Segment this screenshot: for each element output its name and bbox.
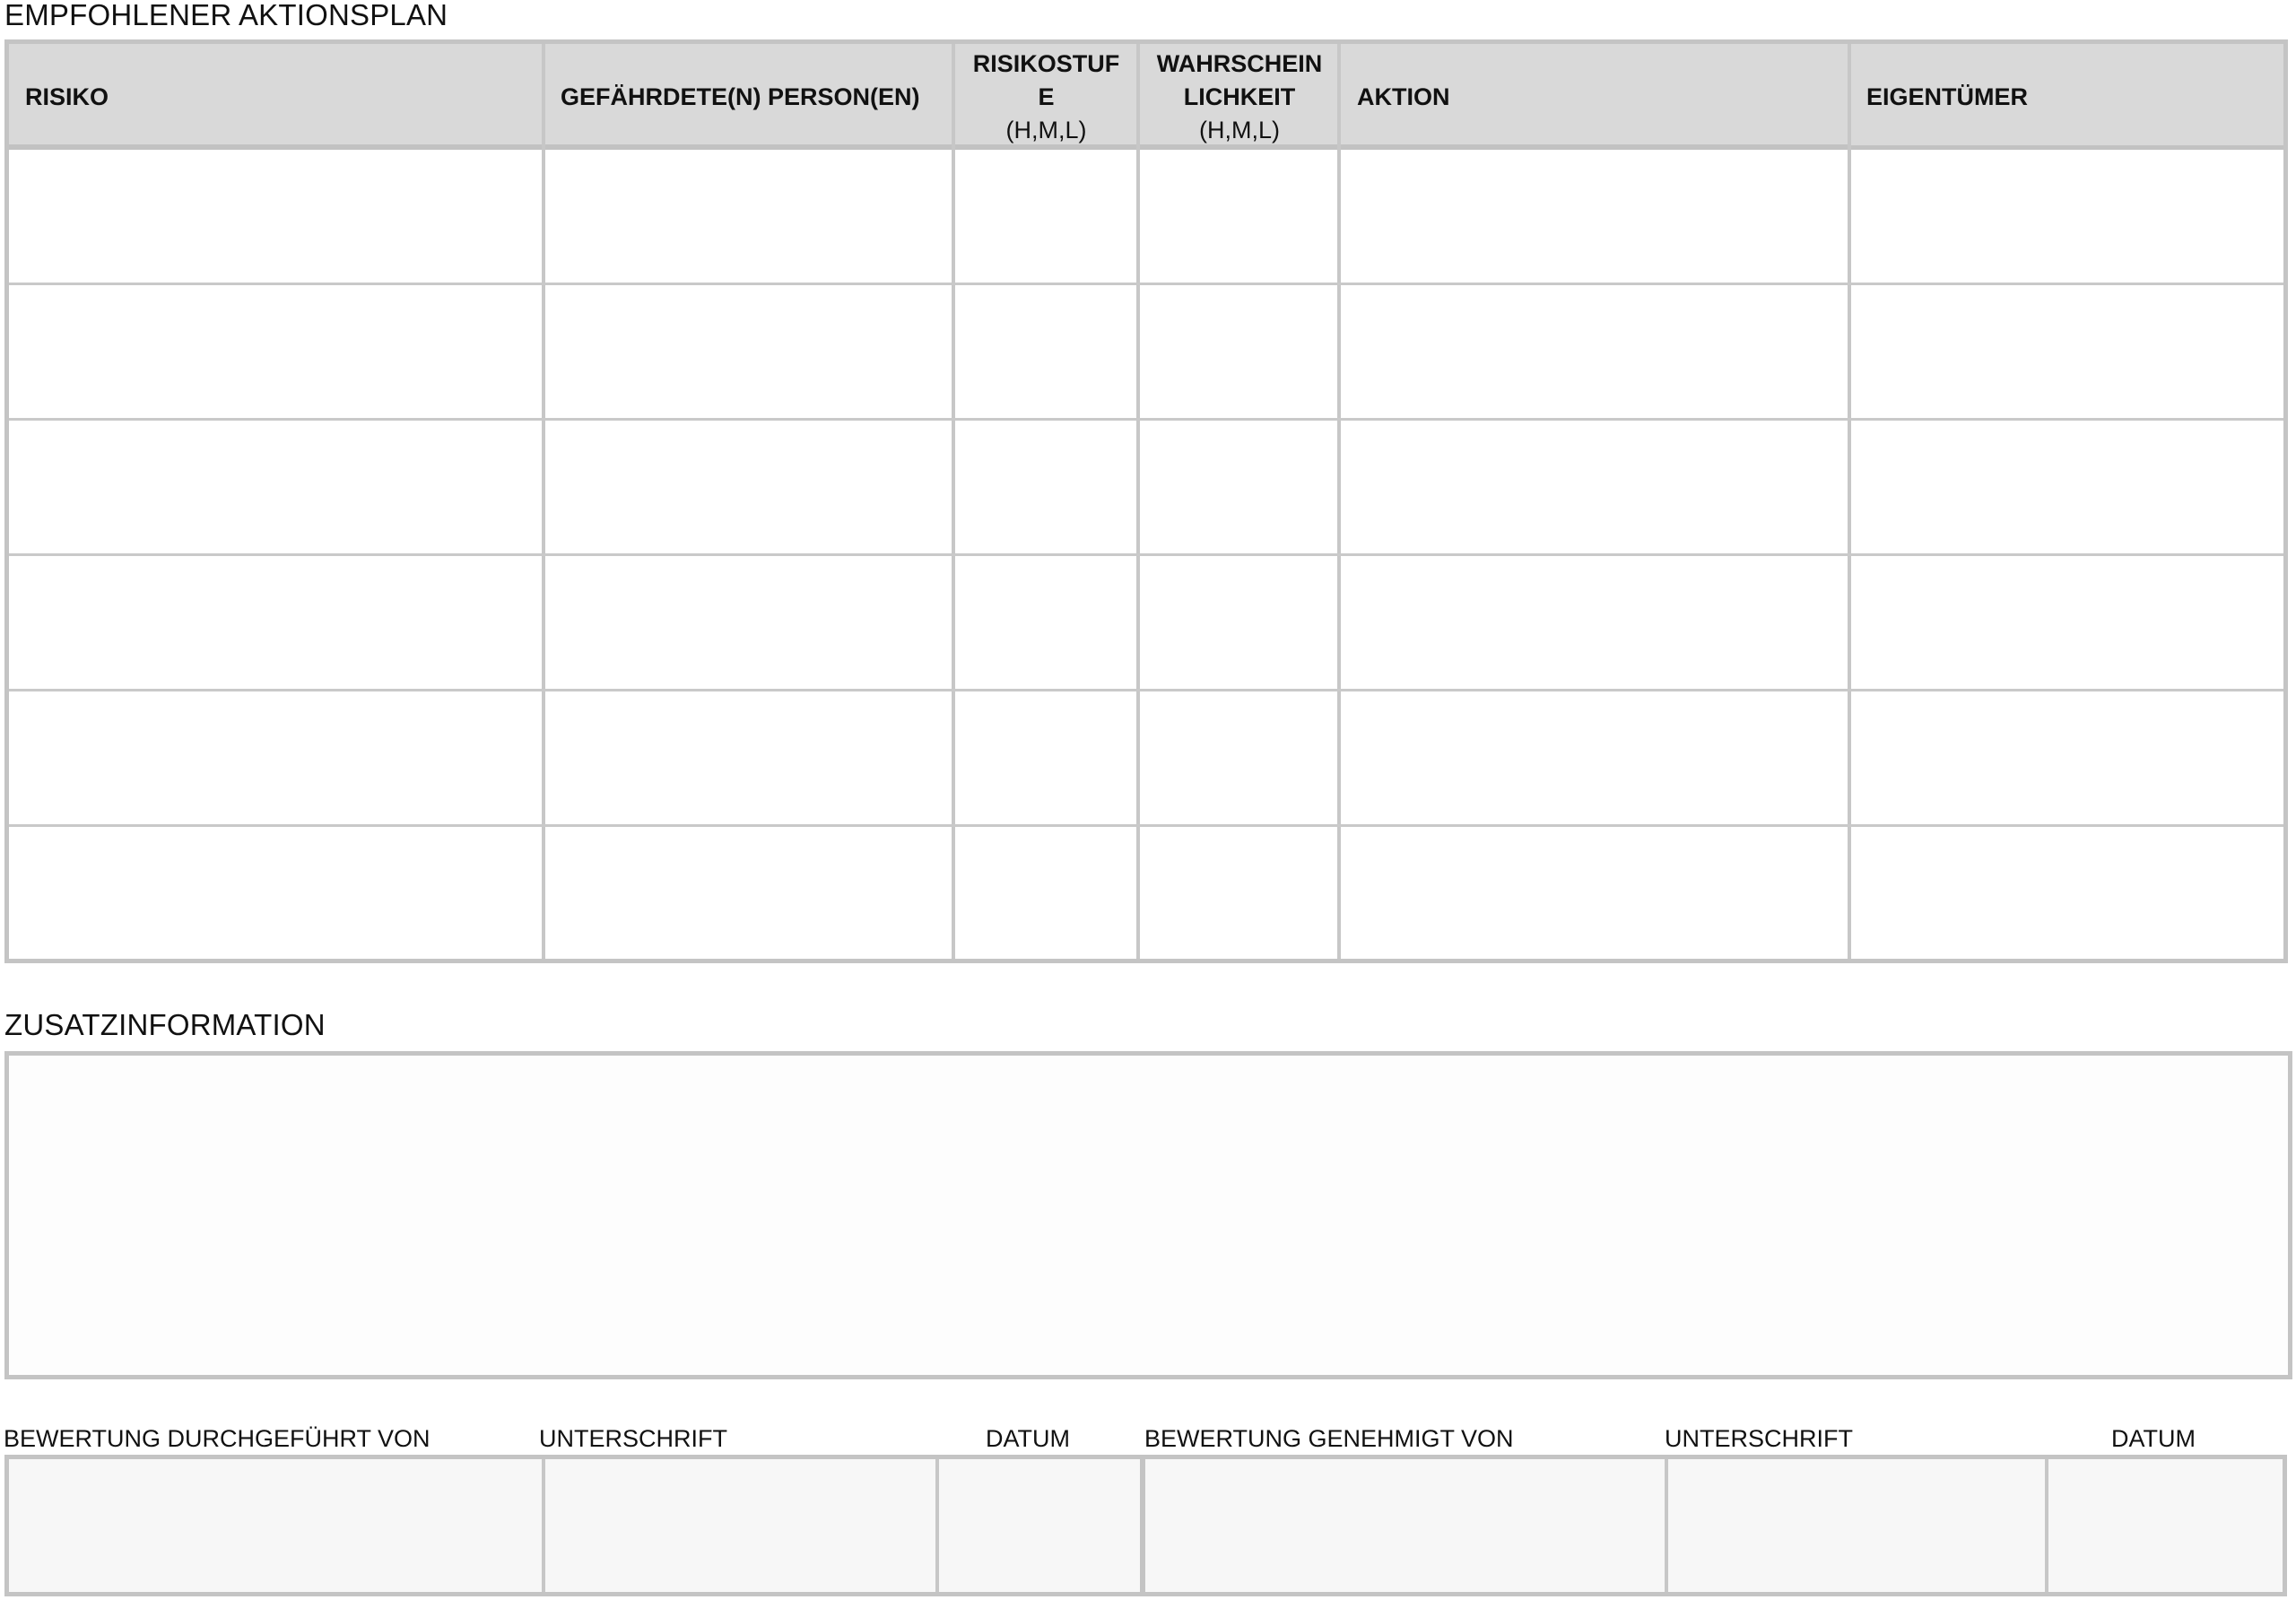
header-risk-level-line2: E bbox=[1038, 83, 1055, 110]
header-risk-label: RISIKO bbox=[25, 83, 109, 110]
header-owner bbox=[1850, 44, 2283, 150]
approved-by-field[interactable] bbox=[1145, 1459, 1665, 1592]
column-divider bbox=[1848, 44, 1851, 959]
column-divider bbox=[1337, 44, 1341, 959]
row-divider bbox=[9, 824, 2283, 827]
performed-signature-box bbox=[4, 1455, 1144, 1596]
header-risk bbox=[9, 44, 543, 150]
column-divider bbox=[952, 44, 955, 959]
row-divider bbox=[9, 418, 2283, 421]
action-plan-table bbox=[4, 39, 2288, 963]
header-action bbox=[1341, 44, 1848, 150]
signature-field-2[interactable] bbox=[1668, 1459, 2045, 1592]
additional-info-title: ZUSATZINFORMATION bbox=[4, 1008, 326, 1041]
approved-by-label: BEWERTUNG GENEHMIGT VON bbox=[1144, 1425, 1514, 1452]
signature-label-2: UNTERSCHRIFT bbox=[1665, 1425, 1853, 1452]
date-label-1: DATUM bbox=[986, 1425, 1070, 1452]
column-divider bbox=[542, 44, 545, 959]
header-likelihood-scale: (H,M,L) bbox=[1199, 116, 1280, 143]
header-risk-level-scale: (H,M,L) bbox=[1005, 116, 1087, 143]
header-owner-label: EIGENTÜMER bbox=[1866, 83, 2029, 110]
header-persons-label: GEFÄHRDETE(N) PERSON(EN) bbox=[561, 83, 920, 110]
header-persons bbox=[544, 44, 953, 150]
row-divider bbox=[9, 553, 2283, 556]
performed-by-field[interactable] bbox=[9, 1459, 542, 1592]
approved-signature-box bbox=[1141, 1455, 2287, 1596]
column-divider bbox=[1136, 44, 1140, 959]
header-likelihood-line1: WAHRSCHEIN bbox=[1156, 49, 1323, 77]
additional-info-field[interactable] bbox=[4, 1051, 2292, 1379]
signature-label-1: UNTERSCHRIFT bbox=[539, 1425, 727, 1452]
row-divider bbox=[9, 689, 2283, 691]
row-divider bbox=[9, 283, 2283, 285]
header-risk-level-line1: RISIKOSTUF bbox=[972, 49, 1120, 77]
header-risk-level bbox=[955, 44, 1137, 150]
action-plan-title: EMPFOHLENER AKTIONSPLAN bbox=[4, 0, 448, 31]
performed-by-label: BEWERTUNG DURCHGEFÜHRT VON bbox=[4, 1425, 430, 1452]
date-field-1[interactable] bbox=[939, 1459, 1140, 1592]
header-action-label: AKTION bbox=[1357, 83, 1450, 110]
signature-field-1[interactable] bbox=[545, 1459, 935, 1592]
date-label-2: DATUM bbox=[2111, 1425, 2196, 1452]
header-likelihood-line2: LICHKEIT bbox=[1183, 83, 1296, 110]
header-likelihood bbox=[1140, 44, 1339, 150]
date-field-2[interactable] bbox=[2048, 1459, 2283, 1592]
